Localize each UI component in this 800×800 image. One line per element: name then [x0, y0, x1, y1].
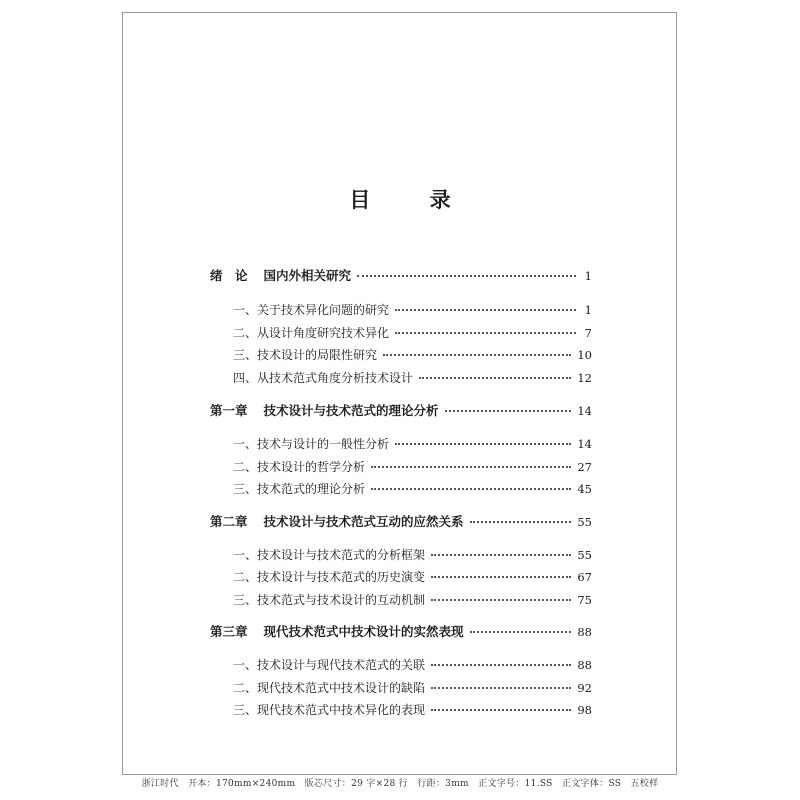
chapter-title: 现代技术范式中技术设计的实然表现	[263, 624, 464, 639]
section-title: 三、技术范式与技术设计的互动机制	[233, 593, 426, 607]
page-number: 55	[577, 515, 592, 529]
toc-section-entry	[210, 457, 592, 477]
page-number: 14	[577, 437, 592, 451]
toc-section-entry	[210, 479, 592, 499]
dot-leader	[470, 631, 572, 633]
toc-section-entry	[210, 323, 592, 343]
section-title: 四、从技术范式角度分析技术设计	[233, 371, 414, 385]
page-number: 7	[584, 326, 592, 340]
dot-leader	[395, 443, 571, 445]
section-title: 一、技术设计与技术范式的分析框架	[233, 548, 426, 562]
toc-chapter-entry	[210, 266, 592, 286]
section-title: 三、现代技术范式中技术异化的表现	[233, 703, 426, 717]
toc-section-entry	[210, 434, 592, 454]
dot-leader	[431, 687, 571, 689]
dot-leader	[419, 377, 571, 379]
section-title: 二、从设计角度研究技术异化	[233, 326, 390, 340]
toc-chapter-entry	[210, 622, 592, 642]
page-number: 75	[577, 593, 592, 607]
page-number: 98	[577, 703, 592, 717]
toc-section-entry	[210, 300, 592, 320]
section-title: 一、技术与设计的一般性分析	[233, 437, 390, 451]
dot-leader	[431, 576, 571, 578]
dot-leader	[431, 554, 571, 556]
toc-section-entry	[210, 567, 592, 587]
page-number: 67	[577, 570, 592, 584]
page-number: 88	[577, 625, 592, 639]
toc-chapter-entry	[210, 512, 592, 532]
page-number: 1	[584, 303, 592, 317]
toc-title: 目 录	[349, 188, 477, 212]
toc-section-entry	[210, 545, 592, 565]
dot-leader	[357, 275, 576, 277]
page-number: 88	[577, 658, 592, 672]
dot-leader	[470, 521, 572, 523]
toc-section-entry	[210, 678, 592, 698]
dot-leader	[445, 410, 572, 412]
chapter-title: 国内外相关研究	[263, 268, 352, 283]
section-title: 三、技术设计的局限性研究	[233, 348, 378, 362]
page-number: 45	[577, 482, 592, 496]
dot-leader	[395, 309, 576, 311]
chapter-label: 第二章	[210, 514, 248, 529]
dot-leader	[395, 332, 576, 334]
section-title: 二、技术设计的哲学分析	[233, 460, 366, 474]
print-spec-footer: 浙江时代 开本：170mm×240mm 版芯尺寸：29 字×28 行 行距：3mm 正文字号：11.SS 正文字体：SS 五校样	[141, 779, 659, 789]
section-title: 二、技术设计与技术范式的历史演变	[233, 570, 426, 584]
chapter-label: 第一章	[210, 403, 248, 418]
dot-leader	[431, 709, 571, 711]
dot-leader	[383, 354, 571, 356]
toc-section-entry	[210, 368, 592, 388]
page-number: 55	[577, 548, 592, 562]
page-number: 27	[577, 460, 592, 474]
dot-leader	[431, 599, 571, 601]
chapter-title: 技术设计与技术范式的理论分析	[263, 403, 439, 418]
page-number: 92	[577, 681, 592, 695]
chapter-title: 技术设计与技术范式互动的应然关系	[263, 514, 464, 529]
chapter-label: 绪 论	[210, 268, 248, 283]
toc-chapter-entry	[210, 401, 592, 421]
page-number: 10	[577, 348, 592, 362]
section-title: 三、技术范式的理论分析	[233, 482, 366, 496]
section-title: 一、关于技术异化问题的研究	[233, 303, 390, 317]
toc-section-entry	[210, 590, 592, 610]
page-number: 1	[584, 269, 592, 283]
dot-leader	[371, 466, 571, 468]
toc-section-entry	[210, 700, 592, 720]
page-number: 12	[577, 371, 592, 385]
section-title: 一、技术设计与现代技术范式的关联	[233, 658, 426, 672]
section-title: 二、现代技术范式中技术设计的缺陷	[233, 681, 426, 695]
toc-section-entry	[210, 655, 592, 675]
dot-leader	[371, 488, 571, 490]
chapter-label: 第三章	[210, 624, 248, 639]
dot-leader	[431, 664, 571, 666]
page-number: 14	[577, 404, 592, 418]
toc-section-entry	[210, 345, 592, 365]
